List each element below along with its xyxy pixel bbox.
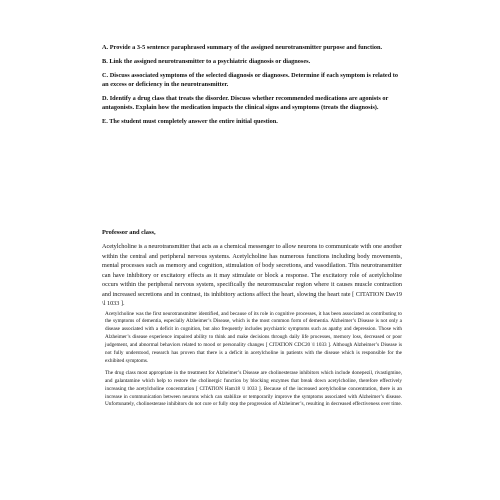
discussion-response: [102, 228, 402, 413]
instruction-e: E. The student must completely answer the entire initial question.: [102, 117, 278, 125]
instruction-d: D. Identify a drug class that treats the disorder. Discuss whether recommended medications are agonists or antagonists. Explain how the medication impacts the clinical signs and symptoms (treats the diagnosis).: [102, 95, 389, 111]
instruction-a: A. Provide a 3-5 sentence paraphrased summary of the assigned neurotransmitter purpose and function.: [102, 44, 383, 51]
greeting: Professor and class,: [102, 229, 156, 236]
instruction-b: B. Link the assigned neurotransmitter to a psychiatric diagnosis or diagnoses.: [102, 58, 311, 66]
instruction-c: C. Discuss associated symptoms of the selected diagnosis or diagnoses. Determine if each symptom is related to an excess or deficiency in the neurotransmitter.: [102, 72, 399, 88]
assignment-instructions: [102, 44, 402, 132]
paragraph-drug-class: The drug class most appropriate in the treatment for Alzheimer’s Disease are cholinesterase inhibitors which include donepezil, rivastigmine, and galantamine which help to restore the cholinergic function by blocking enzymes that break down acetylcholine, therefore effectively increasing the acetylcholine concentration [ CITATION Ham18 \l 1033 ]. Because of the increased acetylcholine concentration, there is an increase in communication between neurons which can stabilize or temporarily improve the symptoms associated with Alzheimer’s disease. Unfortunately, cholinesterase inhibitors do not cure or fully stop the progression of Alzheimer’s, resulting in decreased effectiveness over time.: [105, 369, 402, 408]
paragraph-alzheimers-link: Acetylcholine was the first neurotransmitter identified, and because of its role in cognitive processes, it has been associated as contributing to the symptoms of dementia, especially Alzheimer’s Disease, which is the most common form of dementia. Alzheimer’s Disease is not only a disease associated with a deficit in cognition, but also frequently includes psychiatric symptoms such as apathy and depression. Those with Alzheimer’s disease experience impaired ability to think and make decisions through daily life processes, memory loss, decreased or poor judgement, and abnormal behaviors related to mood or personality changes [ CITATION CDC20 \l 1033 ]. Although Alzheimer’s Disease is not fully understood, research has proven that there is a deficit in acetylcholine in patients with the disease which is responsible for the exhibited symptoms.: [105, 310, 402, 364]
paragraph-acetylcholine-function: Acetylcholine is a neurotransmitter that acts as a chemical messenger to allow neurons to communicate with one another within the central and peripheral nervous systems. Acetylcholine has numerous functions including body movements, mental processes such as memory and cognition, stimulation of body secretions, and vasodilation. This neurotransmitter can have inhibitory or excitatory effects as it may stimulate or block a response. The excitatory role of acetylcholine occurs within the peripheral nervous system, specifically the neuromuscular region where it causes muscle contraction and increased secretions and in contrast, its inhibitory actions affect the heart, slowing the heart rate [ CITATION Dav19 \l 1033 ].: [102, 243, 402, 307]
